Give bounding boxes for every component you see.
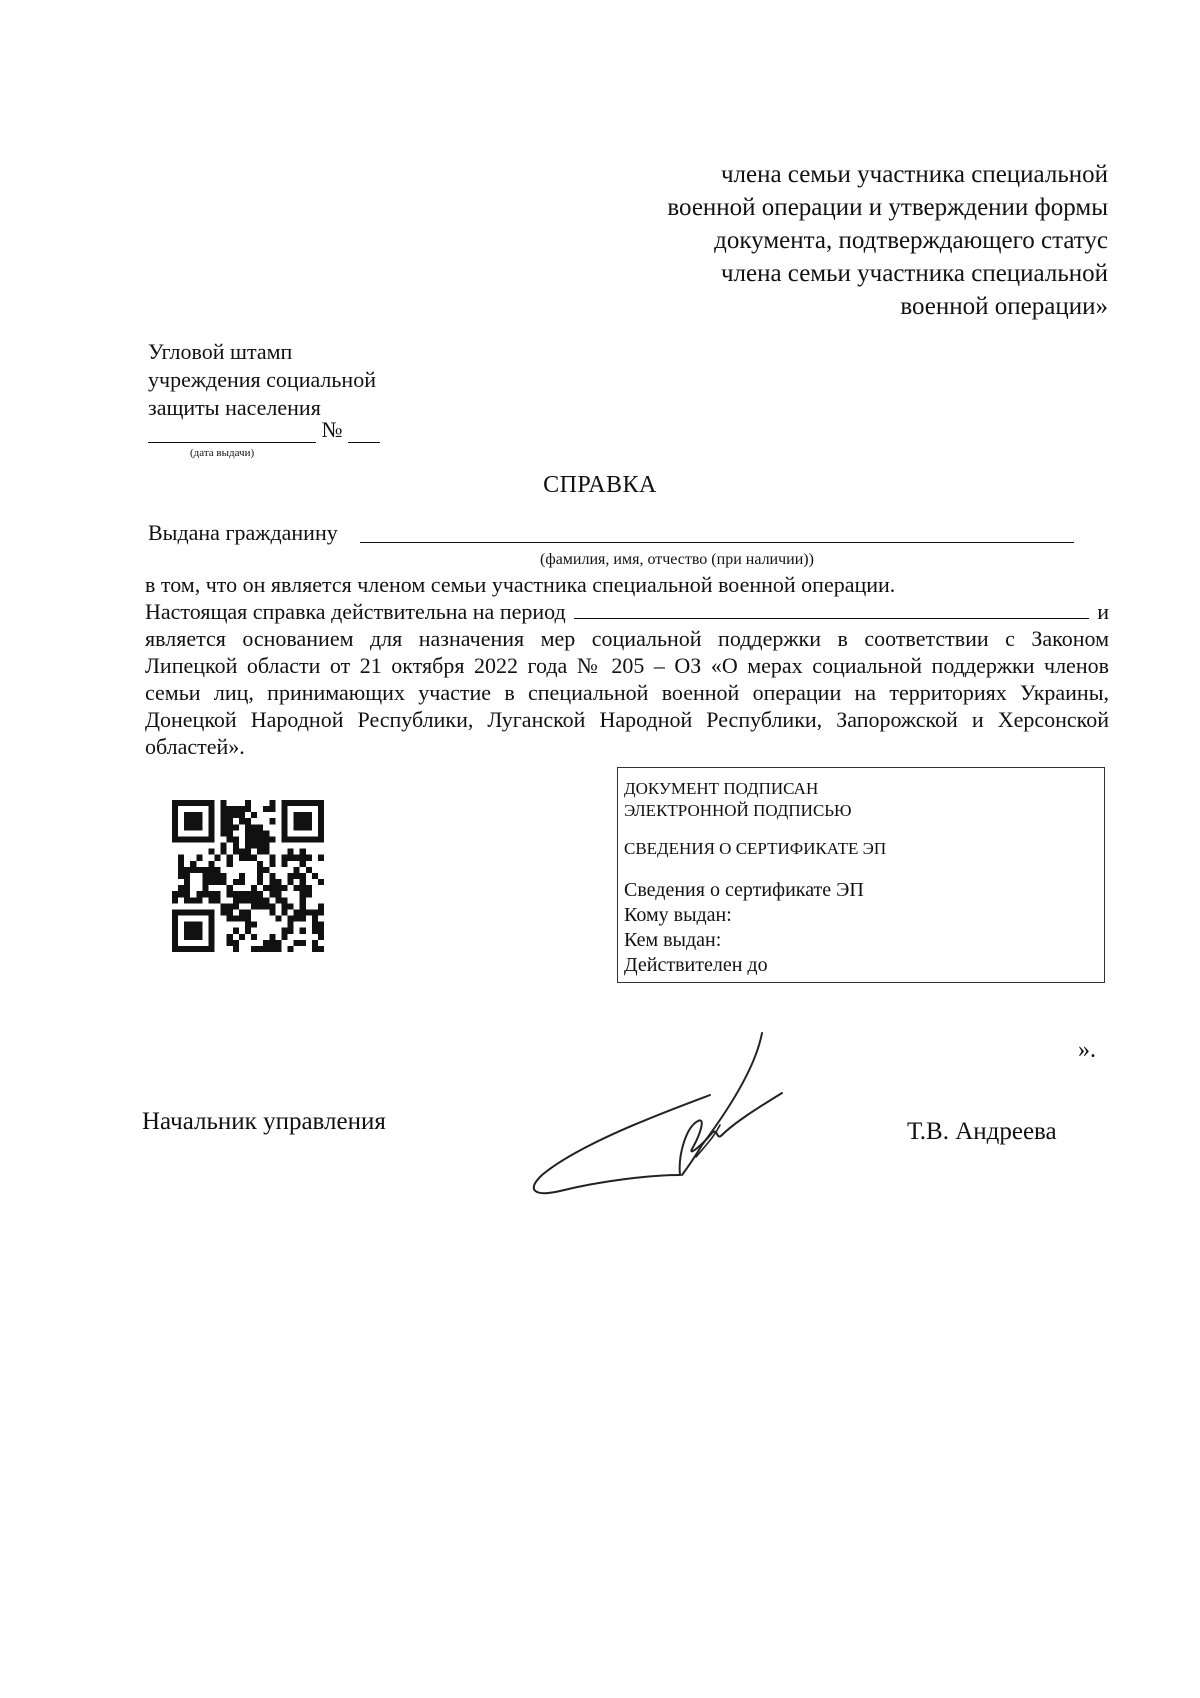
date-number-row	[148, 417, 380, 443]
sig-box-line: ЭЛЕКТРОННОЙ ПОДПИСЬЮ	[624, 801, 852, 820]
body-line: является основанием для назначения мер социальной поддержки в соответствии с Законом	[145, 626, 1109, 651]
issued-name-blank	[360, 542, 1074, 543]
period-suffix: и	[1097, 599, 1109, 624]
qr-code	[172, 800, 324, 952]
corner-stamp-block	[148, 338, 376, 422]
sig-box-line: ДОКУМЕНТ ПОДПИСАН	[624, 779, 819, 798]
body-line: областей».	[145, 734, 245, 759]
body-line: в том, что он является членом семьи участника специальной военной операции.	[145, 572, 896, 597]
header-line: военной операции»	[900, 293, 1108, 320]
cert-issued-by: Кем выдан:	[624, 929, 722, 951]
signer-name: Т.В. Андреева	[907, 1118, 1057, 1145]
body-line: Донецкой Народной Республики, Луганской Народной Республики, Запорожской и Херсонской	[145, 707, 1109, 732]
body-text	[145, 571, 1109, 760]
period-row	[145, 598, 1109, 625]
date-hint: (дата выдачи)	[190, 447, 255, 459]
period-blank	[574, 600, 1090, 619]
number-sign: №	[321, 417, 343, 442]
header-block	[667, 158, 1108, 323]
date-blank	[148, 422, 316, 443]
body-line: Липецкой области от 21 октября 2022 года № 205 – ОЗ «О мерах социальной поддержки членов	[145, 653, 1109, 678]
document-title: СПРАВКА	[543, 472, 657, 498]
header-line: члена семьи участника специальной	[720, 161, 1108, 188]
body-line: семьи лиц, принимающих участие в специальной военной операции на территориях Украины,	[145, 680, 1109, 705]
sig-box-line: СВЕДЕНИЯ О СЕРТИФИКАТЕ ЭП	[624, 839, 887, 858]
cert-issued-to: Кому выдан:	[624, 904, 732, 926]
closing-quote: ».	[1078, 1037, 1096, 1063]
handwritten-signature	[520, 1025, 790, 1200]
signer-position: Начальник управления	[142, 1108, 386, 1135]
number-blank	[348, 422, 380, 443]
header-line: документа, подтверждающего статус	[714, 227, 1108, 254]
cert-valid-until: Действителен до	[624, 954, 768, 976]
stamp-line: Угловой штамп	[148, 339, 293, 364]
cert-title: Сведения о сертификате ЭП	[624, 879, 864, 901]
stamp-line: учреждения социальной	[148, 367, 376, 392]
electronic-signature-box	[617, 767, 1105, 983]
issued-label: Выдана гражданину	[148, 520, 338, 545]
header-line: военной операции и утверждении формы	[667, 194, 1108, 221]
stamp-line: защиты населения	[148, 395, 321, 420]
period-label: Настоящая справка действительна на период	[145, 599, 566, 624]
header-line: члена семьи участника специальной	[720, 260, 1108, 287]
fio-hint: (фамилия, имя, отчество (при наличии))	[540, 551, 814, 568]
